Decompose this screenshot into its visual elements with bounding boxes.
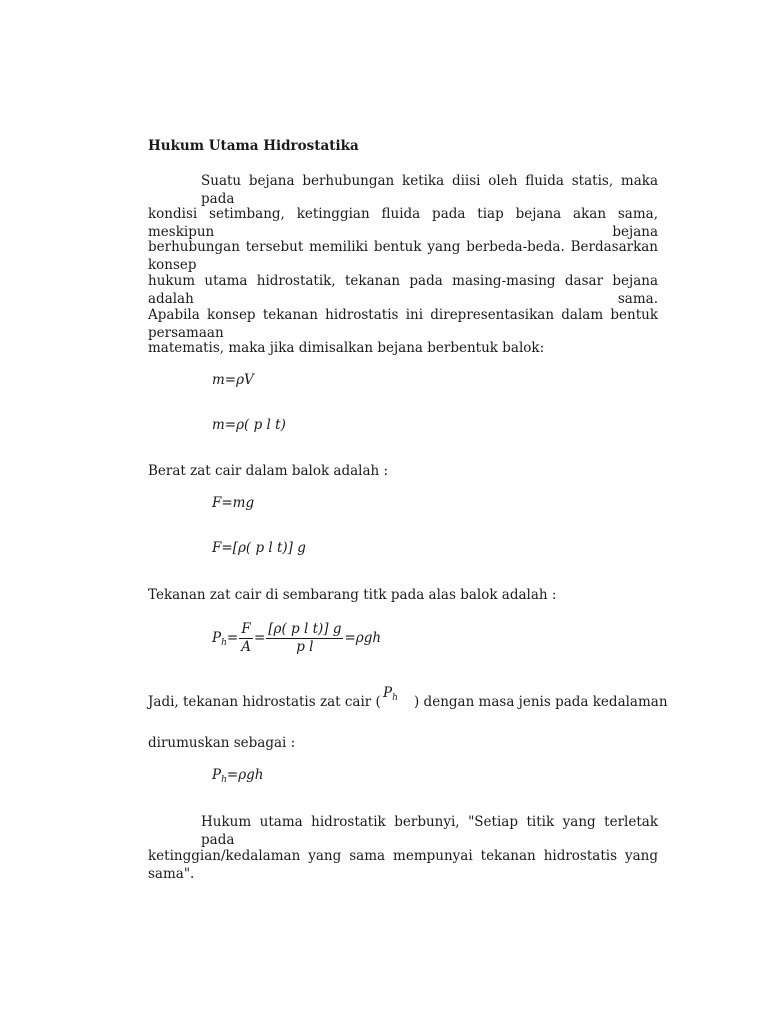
paragraph-line: dirumuskan sebagai :: [148, 735, 296, 751]
formula-weight-expanded: F=[ρ( p l t)] g: [212, 540, 306, 556]
text-fragment: Jadi, tekanan hidrostatis zat cair (: [148, 694, 381, 710]
paragraph-line: Tekanan zat cair di sembarang titk pada alas balok adalah :: [148, 587, 557, 603]
paragraph-line: matematis, maka jika dimisalkan bejana berbentuk balok:: [148, 340, 545, 356]
pressure-symbol: $P_h$: [212, 630, 227, 648]
section-heading: Hukum Utama Hidrostatika: [148, 138, 359, 154]
formula-mass-volume: m=ρV: [212, 372, 254, 388]
paragraph-line: ketinggian/kedalaman yang sama mempunyai tekanan hidrostatis yang sama".: [148, 848, 658, 882]
result-expression: =ρgh: [344, 630, 382, 646]
paragraph-line: Berat zat cair dalam balok adalah :: [148, 463, 389, 479]
formula-mass-dimensions: m=ρ( p l t): [212, 417, 286, 433]
fraction-force-area: $\frac{F}{A}$: [241, 621, 251, 655]
text-fragment: ) dengan masa jenis pada kedalaman: [414, 694, 668, 710]
paragraph-line: Suatu bejana berhubungan ketika diisi oleh fluida statis, maka pada: [201, 173, 658, 207]
formula-weight: F=mg: [212, 495, 255, 511]
inline-pressure-symbol: $P_h$: [383, 685, 398, 703]
paragraph-line: hukum utama hidrostatik, tekanan pada masing-masing dasar bejana adalah sama.: [148, 273, 658, 307]
equals-sign: =: [253, 630, 266, 646]
equals-sign: =: [226, 630, 239, 646]
fraction-weight-area: $\frac{\text{[ρ( p l t)] g}}{\text{p l}}$: [268, 621, 342, 655]
formula-pressure-derivation: [212, 621, 381, 656]
formula-hydrostatic-pressure: $P_h=\rho gh$: [212, 767, 264, 785]
paragraph-line: Apabila konsep tekanan hidrostatis ini direpresentasikan dalam bentuk persamaan: [148, 307, 658, 341]
paragraph-line: Hukum utama hidrostatik berbunyi, "Setiap titik yang terletak pada: [201, 814, 658, 848]
paragraph-line: berhubungan tersebut memiliki bentuk yang berbeda-beda. Berdasarkan konsep: [148, 239, 658, 273]
paragraph-line: kondisi setimbang, ketinggian fluida pada tiap bejana akan sama, meskipun bejana: [148, 206, 658, 240]
